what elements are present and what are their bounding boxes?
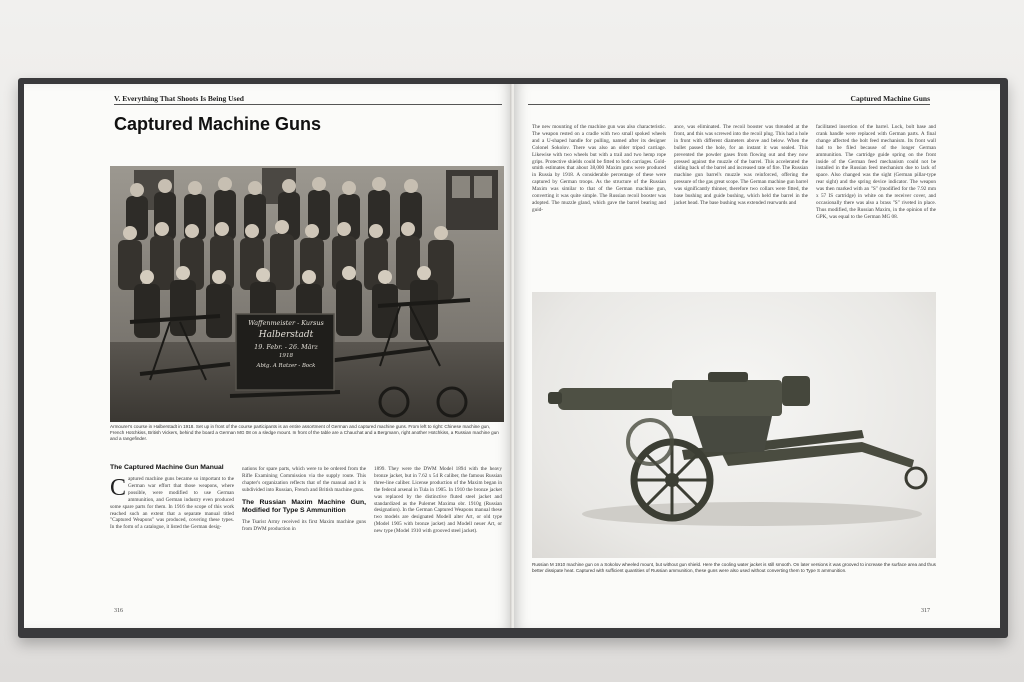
maxim-gun-illustration (532, 292, 936, 558)
wheel-icon (634, 442, 710, 518)
page-number-right: 317 (921, 608, 930, 614)
body-text: ance, was eliminated. The recoil booster was threaded at the front, and this was screwed into the recoil plug. This had a hole in front with different diameters above and below. When the bullet passed the hole, for an instant it was sealed. This prevented the powder gases from flowing out and they now pressed against the muzzle of the barrel. This accelerated the sliding back of the barrel and increased rate of fire. The Russian machine gun barrel's muzzle was reinforced, offering the pressure of the gas great scope. The German machine gun barrel was significantly thinner, therefore two collars were fitted, the base bushing and guide bushing, which held the barrel in the jacket head. The base bushing was extended rearwards and (674, 124, 808, 206)
group-photo-caption: Armourer's course in Halberstadt in 1918. Set up in front of the course participants is an entire assortment of German and captured machine guns. From left to right: Chinese machine gun, French Hotchkiss, British Vickers, behind the board a German MG 08 on a sledge mount. In front of the table are a Chauchat and a Bergmann, right another Hotchkiss, a Russian machine gun and a rangefinder. (110, 424, 499, 442)
running-head-left: V. Everything That Shoots Is Being Used (114, 94, 244, 103)
chalkboard-line: 1918 (278, 353, 294, 359)
machine-gun-photo (532, 292, 936, 558)
group-photo-illustration (110, 166, 504, 422)
left-column-1 (110, 464, 234, 531)
page-number-left: 316 (114, 608, 123, 614)
right-column-3 (816, 124, 936, 221)
group-photo (110, 166, 504, 422)
body-text: 1899. They were the DWM Model 1894 with the heavy bronze jacket, but in 7.62 x 54 R caliber, the famous Russian three-line caliber. License production of the Maxim began in the federal arsenal in Tula in 1905. In 1910 the bronze jacket was replaced by the distinctive fluted steel jacket and standardized as the Pulemet Maxima obr. 1910g (Russian designation). In the German Captured Weapons manual these two models are designated Modell alter Art, or old type (Model 1905 with bronze jacket) and Modell neuer Art, or new type (Model 1910 with grooved steel jacket). (374, 466, 502, 535)
left-page (24, 84, 512, 628)
chalkboard-line: Halberstadt (258, 330, 314, 340)
body-text: The new mounting of the machine gun was also characteristic. The weapon rested on a cradle with two small spoked wheels and a U-shaped handle for pulling, named after its designer Colonel Sokolov. There was also an older tripod carriage. Likewise with two wheels but with a trail and two hemp rope grips. Protective shields could be fitted to both carriages. Gold-smith estimates that about 38,000 Maxim guns were produced in Russia by 1918. A considerable percentage of these were captured by German troops. As the structure of the Russian Maxim was similar to that of the German machine gun, converting it was quite simple. The Russian recoil booster was adopted. The muzzle gland, which gave the barrel bearing and guid- (532, 124, 666, 213)
machine-gun-caption: Russian M 1910 machine gun on a Sokolov wheeled mount, but without gun shield. Here the cooling water jacket is still smooth. On later versions it was grooved to increase the surface area and thus better dissipate heat. Captured with sufficient quantities of Russian ammunition, these guns were also used without converting them to Type S ammunition. (532, 562, 936, 574)
running-head-right: Captured Machine Guns (850, 94, 930, 103)
left-column-2 (242, 466, 366, 532)
right-column-1 (532, 124, 666, 214)
body-text: aptured machine guns became so important to the German war effort that those weapons, where possible, were modified to use German ammunition, and German industry even produced some spare parts for them. In 1916 the scope of this work reached such an extent that a separate manual titled "Captured Weapons" was produced, covering these types. In the form of a catalogue, it listed the German desig- (110, 476, 234, 531)
body-text: The Tsarist Army received its first Maxim machine guns from DWM production in (242, 518, 366, 532)
body-text: facilitated insertion of the barrel. Lock, bolt base and crank handle were replaced with German parts. A final change affected the bolt feed mechanism. Its front wall had to be filed because of the longer German ammunition. The cartridge guide spring on the front inside of the German feed mechanism could not be installed in the Russian feed mechanism due to lack of space. Also changed was the sight (German pillar-type rear sight) and the spring device indicator. The weapon was then marked with an "S" (modified for the 7.92 mm x 57 IS cartridge) in white on the receiver cover, and occasionally there was also a brass "S" riveted in place. Thus modified, the Russian Maxim, in the opinion of the GPK, was equal to the German MG 08. (816, 124, 936, 220)
chalkboard-line: Abtg. A Ratzer - Bock (256, 363, 316, 369)
chalkboard-line: Waffenmeister - Kursus (248, 319, 324, 327)
right-column-2 (674, 124, 808, 207)
section-heading: The Captured Machine Gun Manual (110, 464, 224, 471)
chalkboard-line: 19. Febr. - 26. März (254, 343, 318, 351)
left-column-3 (374, 466, 502, 535)
header-rule-left (114, 104, 502, 105)
page-title: Captured Machine Guns (114, 114, 322, 134)
chalkboard-text (240, 318, 332, 372)
section-heading: The Russian Maxim Machine Gun, Modified for Type S Ammunition (242, 498, 366, 514)
body-text: nations for spare parts, which were to be ordered from the Rifle Examining Commission via the supply route. This chapter's organization reflects that of the manual and it is subdivided into Russian, French and British machine guns. (242, 466, 366, 493)
drop-cap: C (110, 475, 127, 501)
header-rule-right (528, 104, 930, 105)
right-page (514, 84, 1000, 628)
